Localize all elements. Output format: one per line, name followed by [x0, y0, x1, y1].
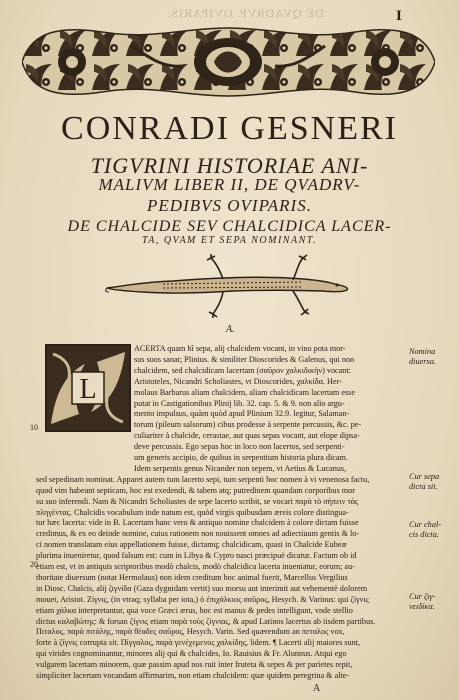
title-line-3: MALIVM LIBER II, DE QVADRV-	[98, 175, 361, 194]
text-line: mouet, Aristot. Ζίγνις, (in vtraq; syllaba per iota,) ὁ ἐπιχάλκιος σαῦρος, Hesych. & Varinus: qui ζίγνις	[36, 594, 369, 604]
line-number-20: 20	[30, 560, 38, 569]
text-line: Aristoteles, Nicandri Scholiastes, vt Dioscorides, χαλκίδα. Her-	[134, 376, 342, 386]
title-line-2: TIGVRINI HISTORIAE ANI-	[90, 153, 369, 178]
text-line: ci nomen translatam eius appellationem fuisse, dictamq; chalcidicam, quasi in Chalcide Eubeæ	[36, 540, 347, 550]
text-line: quod vim habeant septicam, hoc est exedendi, & tabem atq; putredinem quandam corporibus mor	[36, 485, 355, 495]
chapter-heading: DE CHALCIDE SEV CHALCIDICA LACER-	[67, 218, 392, 235]
text-line: plurima inueniretur, quod falsum est: cum in Libya & Cypro nasci præcipuè dicatur. Factum ob id	[36, 551, 357, 561]
margin-note-cur-zignis: Cur ζιγ- νειδίκα.	[409, 592, 436, 611]
text-line: su suo inferendi. Nam & Nicandri Scholiastes de sepe lacerto scribit, se vocari παρὰ τὸ σήπειν τὰς	[36, 496, 359, 506]
title-line-4: PEDIBVS OVIPARIS.	[147, 196, 312, 215]
text-line: ACERTA quam hî sepa, alij chalcidem vocant, in vino pota mor-	[134, 344, 346, 353]
text-line: thoritate diuersum (notat Hermolaus) non idem creditum hoc animal fuerit, Marcellus Vergilius	[36, 572, 348, 582]
text-line: etiam χάλκα interpretantur, qua voce Græci ærus, hoc est manus & pedes intelligunt, vnde stellio	[36, 605, 353, 615]
text-line: molaus Barbarus aliam chalcidem, aliam chalcidicam lacertam esse	[134, 387, 355, 397]
text-line: simpliciter lacertam vocandam affirmarim, non etiam chalcidem: quæ quidem peregrina & alte-	[36, 671, 350, 680]
text-line: Πιταλος, παρὰ πιτάλης, παρὰ θέαδες σαῦρος, Hesych. Varin. Sed quærendum an πεταλος vox,	[36, 627, 345, 637]
initial-L-glyph: L	[79, 374, 97, 405]
signature-mark: A	[313, 683, 321, 694]
text-line: Idem serpentis genus Nicander non sepem, vt Aetius & Lucanus,	[134, 463, 347, 473]
title-author: CONRADI GESNERI	[61, 110, 398, 147]
ornamental-headpiece	[22, 26, 435, 98]
text-line: um generis accipio, de quibus in serpentium historia plura dicam.	[134, 453, 348, 462]
text-line: dictus καλαβώτης: & forsan ζίγνις etiam παρὰ τοὺς ζίγνιας, & apud Latinos lacertus ab iisdem partibus.	[36, 616, 376, 626]
text-line: credimus, & ex eo deinde nomine, cuius rationem non nouissent omnes ad adiectiuum gentis & lo-	[36, 529, 360, 539]
text-line: forte à ζίγνις corrupta sit. Πίγγαλος, παρὰ γενέχεμενος χαλκίδης, lidem. ¶ Lacerti alij maiores sunt,	[36, 638, 361, 648]
text-line: in Diosc. Chalcis, alij ζιγνίδα (Gaza dygnidam vertit) suo morsu aut interimit aut vehementè dolorem	[36, 583, 368, 593]
text-line: chalcidem, sed chalcidicam lacertam (σαῦρον χαλκιδικὴν) vocant:	[134, 365, 351, 375]
text-line: tur hæc lacerta: vide in B. Lacertam hanc vero & antiquo nomine chalcidem à colore dictam fuisse	[36, 518, 359, 528]
text-line: torum (pileum salsorum) cibus prodesse à serpente percussis, &c. pe-	[134, 420, 362, 430]
lizard-woodcut-illustration	[103, 248, 353, 324]
text-line: mento impulsus, quàm quòd apud Plinium 32.9. legitur, Salaman-	[134, 409, 350, 419]
text-line: deve percussis. Ego sepas hoc in loco non lacertos, sed serpenti-	[134, 442, 345, 452]
text-line: etiam est, vt in antiquis scriptoribus modò chalcis, modò chalcidica lacerta inueniatur, eorum; au-	[36, 562, 355, 571]
chapter-subheading: TA, QVAM ET SEPA NOMINANT.	[141, 235, 318, 246]
bleed-through-running-head: DE QVADRVP. OVIPARIS.	[166, 6, 324, 20]
line-number-10: 10	[30, 423, 38, 432]
text-line: πληγέντας. Chalcidis vocabulum inde natum est, quòd virgis quibusdam æreis colore distingua-	[36, 507, 349, 517]
margin-note-nomina: Nomina diuersa.	[409, 347, 436, 366]
text-line: sus suos sanat; Plinius. & similiter Dioscorides & Galenus, qui non	[134, 354, 355, 364]
margin-note-cur-chalcis: Cur chal- cis dicta.	[409, 520, 442, 539]
margin-note-cur-sepa: Cur sepa dicta sit.	[409, 472, 440, 491]
text-line: sed sepedinam nominat. Apparet autem tum lacerto sepi, tum serpenti hoc nomen à vi venenosa factu,	[36, 474, 370, 484]
text-line: culiariter à chalcide, cerastae, aut quas sepas vocant, aut elope dipsa-	[134, 431, 360, 441]
folio-number: I	[396, 8, 402, 24]
text-line: qui virides cognominantur, minores alij qui & chalcides, Io. Rauisius & Fr. Alunnus. Atqui ego	[36, 649, 347, 659]
text-line: putat in Castigationibus Plinij lib. 32. cap. 5. & 9. non alio argu-	[134, 398, 345, 408]
figure-label: A.	[226, 324, 235, 335]
text-line: vulgarem lacertam minorem, quæ passim apud nos ruit inter fruteta & sepes & per parietes repit,	[36, 660, 353, 670]
decorated-initial-letter	[45, 344, 131, 432]
